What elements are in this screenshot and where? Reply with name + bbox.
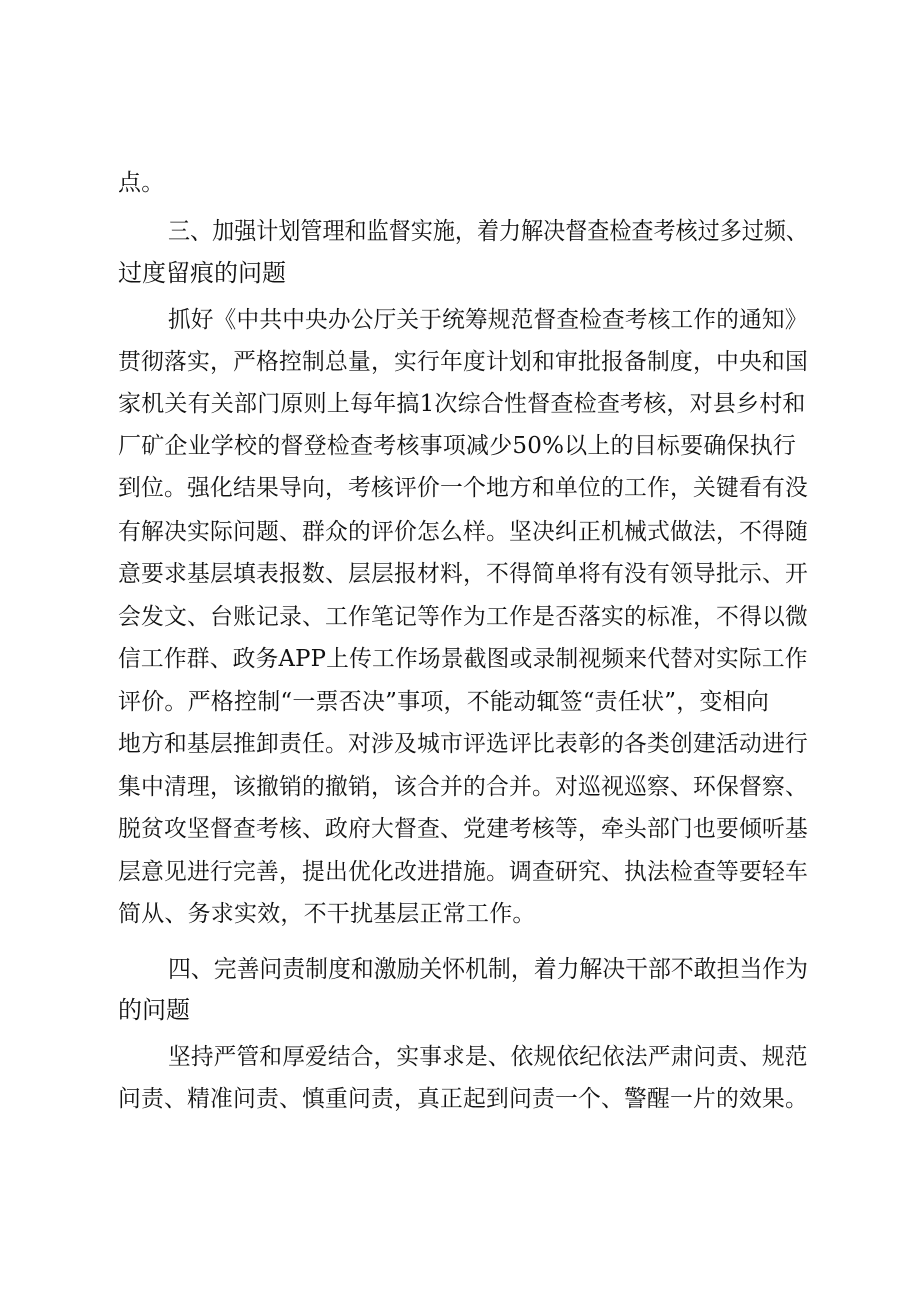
body-line: 抓好《中共中央办公厅关于统筹规范督查检查考核工作的通知》 <box>168 307 808 333</box>
body-line: 坚持严管和厚爱结合，实事求是、依规依纪依法严肃问责、规范 <box>168 1044 808 1070</box>
body-line: 贯彻落实，严格控制总量，实行年度计划和审批报备制度，中央和国 <box>118 349 809 375</box>
body-line: 问责、精准问责、慎重问责，真正起到问责一个、警醒一片的效果。 <box>118 1086 809 1112</box>
body-line: 层意见进行完善，提出优化改进措施。调查研究、执法检查等要轻车 <box>118 859 809 885</box>
body-line: 到位。强化结果导向，考核评价一个地方和单位的工作，关键看有没 <box>118 475 809 501</box>
body-line: 脱贫攻坚督查考核、政府大督查、党建考核等，牵头部门也要倾听基 <box>118 816 809 842</box>
body-line: 有解决实际问题、群众的评价怎么样。坚决纠正机械式做法，不得随 <box>118 519 809 545</box>
body-line: 评价。严格控制“一票否决”事项，不能动辄签“责任状”，变相向 <box>118 689 770 715</box>
section-heading-4-continued: 的问题 <box>118 996 190 1024</box>
section-heading-3: 三、加强计划管理和监督实施，着力解决督查检查考核过多过频、 <box>168 217 808 245</box>
body-line: 家机关有关部门原则上每年搞1次综合性督查检查考核，对县乡村和 <box>118 391 806 417</box>
section-heading-3-continued: 过度留痕的问题 <box>118 259 286 287</box>
body-line: 集中清理，该撤销的撤销，该合并的合并。对巡视巡察、环保督察、 <box>118 774 809 800</box>
body-line: 意要求基层填表报数、层层报材料，不得简单将有没有领导批示、开 <box>118 561 809 587</box>
section-heading-4: 四、完善问责制度和激励关怀机制，着力解决干部不敢担当作为 <box>168 955 809 983</box>
paragraph-tail: 点。 <box>118 170 165 196</box>
body-line: 地方和基层推卸责任。对涉及城市评选评比表彰的各类创建活动进行 <box>118 731 809 757</box>
body-line: 信工作群、政务APP上传工作场景截图或录制视频来代替对实际工作 <box>118 646 808 672</box>
body-line: 简从、务求实效，不干扰基层正常工作。 <box>118 901 536 927</box>
body-line: 会发文、台账记录、工作笔记等作为工作是否落实的标准，不得以微 <box>118 604 809 630</box>
body-line: 厂矿企业学校的督登检查考核事项减少50%以上的目标要确保执行 <box>118 433 797 459</box>
